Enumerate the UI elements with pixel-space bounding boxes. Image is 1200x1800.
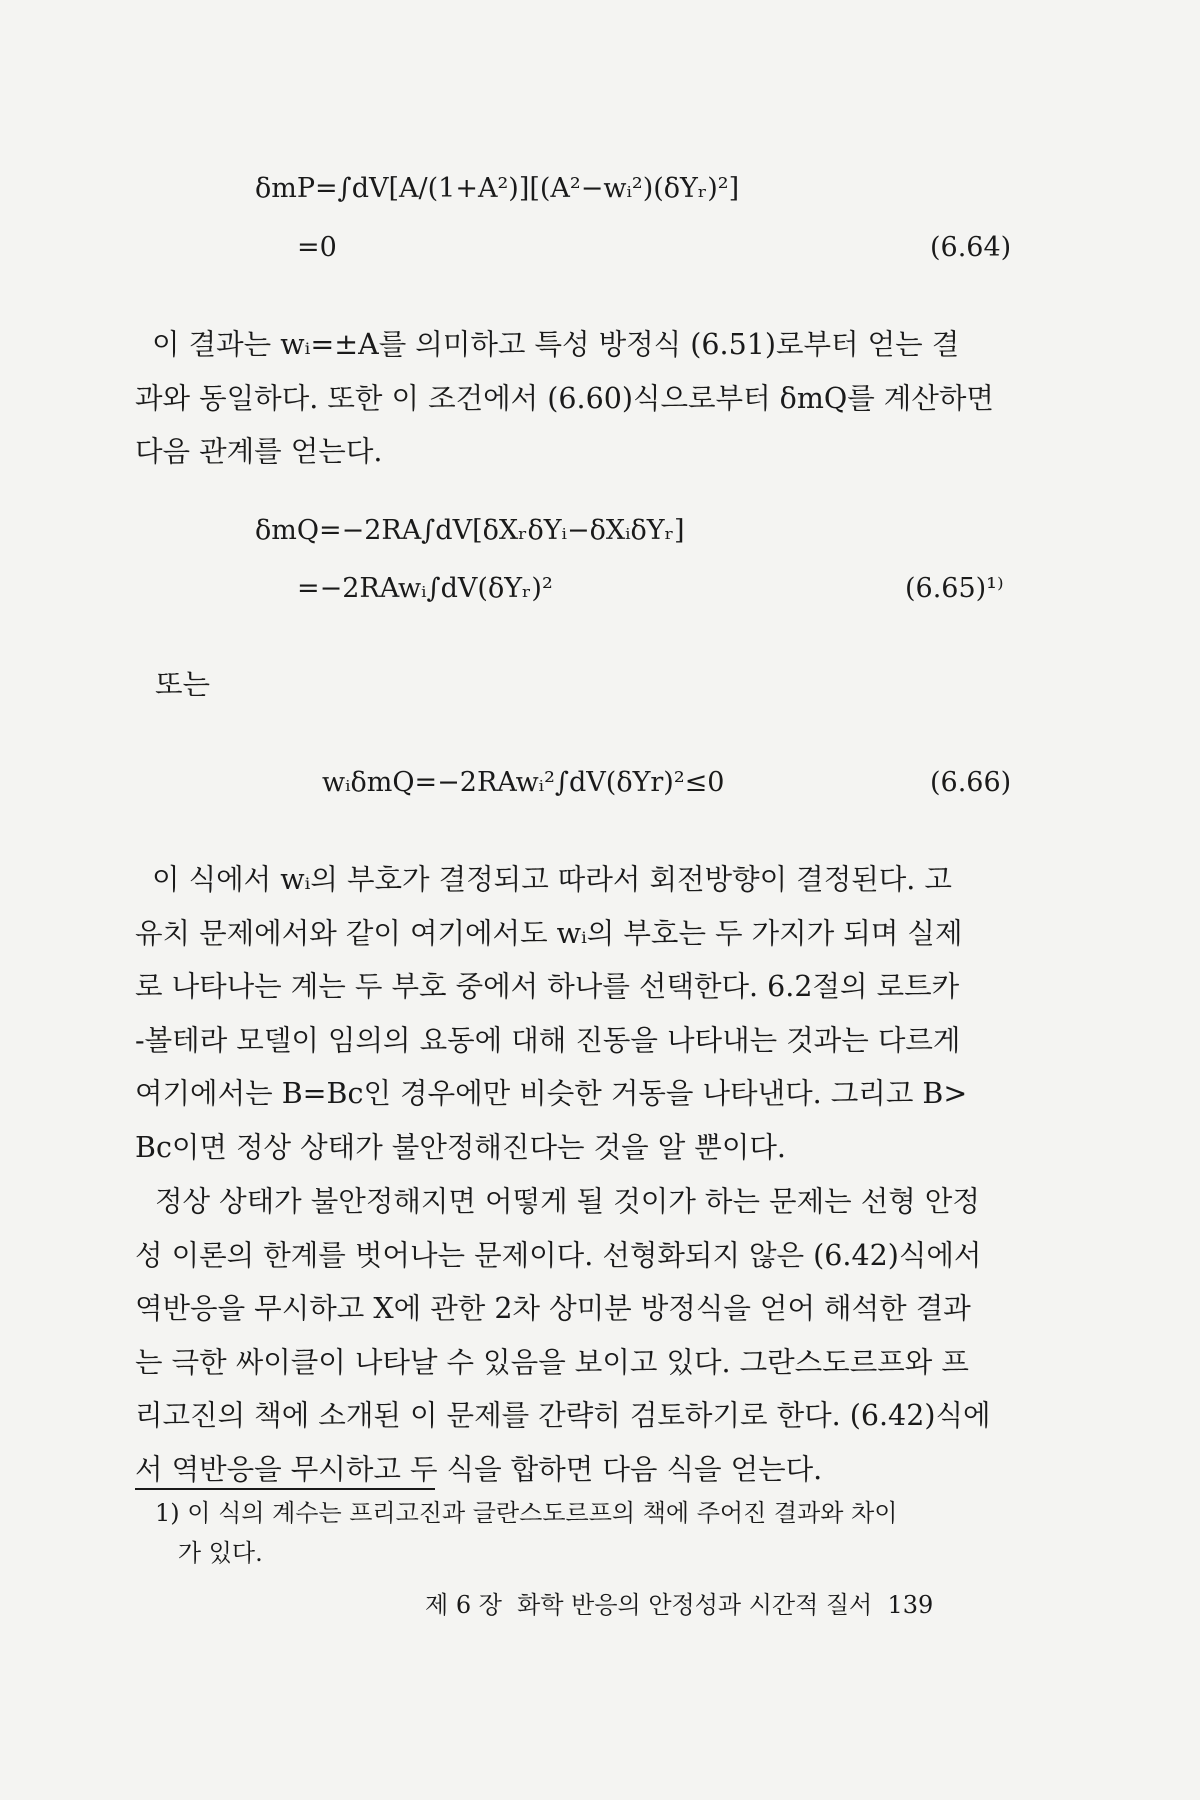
text-line: 리고진의 책에 소개된 이 문제를 간략히 검토하기로 한다. (6.42)식에	[135, 1399, 991, 1432]
text-line: 는 극한 싸이클이 나타날 수 있음을 보이고 있다. 그란스도르프와 프	[135, 1345, 969, 1379]
text-line: 역반응을 무시하고 X에 관한 2차 상미분 방정식을 얻어 해석한 결과	[135, 1292, 971, 1325]
paragraph-3	[135, 1175, 991, 1496]
text-line: -볼테라 모델이 임의의 요동에 대해 진동을 나타내는 것과는 다르게	[135, 1023, 961, 1057]
paragraph-1	[135, 318, 994, 479]
text-line: 다음 관계를 얻는다.	[135, 435, 383, 468]
connector-text	[155, 658, 210, 712]
text-line: Bc이면 정상 상태가 불안정해진다는 것을 알 뿐이다.	[135, 1130, 786, 1164]
text-line: 여기에서는 B=Bc인 경우에만 비슷한 거동을 나타낸다. 그리고 B>	[135, 1077, 968, 1110]
equation-number-6-66: (6.66)	[930, 767, 1012, 798]
equation-6-66: wᵢδmQ=−2RAwᵢ²∫dV(δYr)²≤0	[322, 767, 725, 798]
equation-6-64-line2: =0	[297, 232, 337, 263]
text-line: 이 결과는 wᵢ=±A를 의미하고 특성 방정식 (6.51)로부터 얻는 결	[152, 328, 960, 361]
text-line: 유치 문제에서와 같이 여기에서도 wᵢ의 부호는 두 가지가 되며 실제	[135, 916, 963, 950]
text-line: 정상 상태가 불안정해지면 어떻게 될 것이가 하는 문제는 선형 안정	[155, 1185, 980, 1218]
footnote-line: 1) 이 식의 계수는 프리고진과 글란스도르프의 책에 주어진 결과와 차이	[155, 1499, 898, 1527]
text-line: 과와 동일하다. 또한 이 조건에서 (6.60)식으로부터 δmQ를 계산하면	[135, 381, 994, 415]
text-line: 이 식에서 wᵢ의 부호가 결정되고 따라서 회전방향이 결정된다. 고	[152, 863, 952, 896]
equation-number-6-65: (6.65)¹⁾	[905, 573, 1004, 604]
text-line: 로 나타나는 계는 두 부호 중에서 하나를 선택한다. 6.2절의 로트카	[135, 970, 960, 1003]
footnote-line: 가 있다.	[155, 1539, 263, 1567]
running-footer: 제 6 장 화학 반응의 안정성과 시간적 질서 139	[425, 1591, 934, 1619]
equation-6-65-line2: =−2RAwᵢ∫dV(δYᵣ)²	[297, 573, 553, 604]
equation-number-6-64: (6.64)	[930, 232, 1012, 263]
equation-6-64-line1: δmP=∫dV[A/(1+A²)][(A²−wᵢ²)(δYᵣ)²]	[255, 173, 740, 204]
text-line: 성 이론의 한계를 벗어나는 문제이다. 선형화되지 않은 (6.42)식에서	[135, 1238, 982, 1272]
equation-6-65-line1: δmQ=−2RA∫dV[δXᵣδYᵢ−δXᵢδYᵣ]	[255, 515, 685, 546]
paragraph-2	[135, 853, 968, 1174]
text-line: 서 역반응을 무시하고 두 식을 합하면 다음 식을 얻는다.	[135, 1452, 823, 1486]
footnote-divider	[135, 1488, 435, 1490]
text-line: 또는	[155, 668, 211, 701]
footnote	[155, 1493, 897, 1573]
